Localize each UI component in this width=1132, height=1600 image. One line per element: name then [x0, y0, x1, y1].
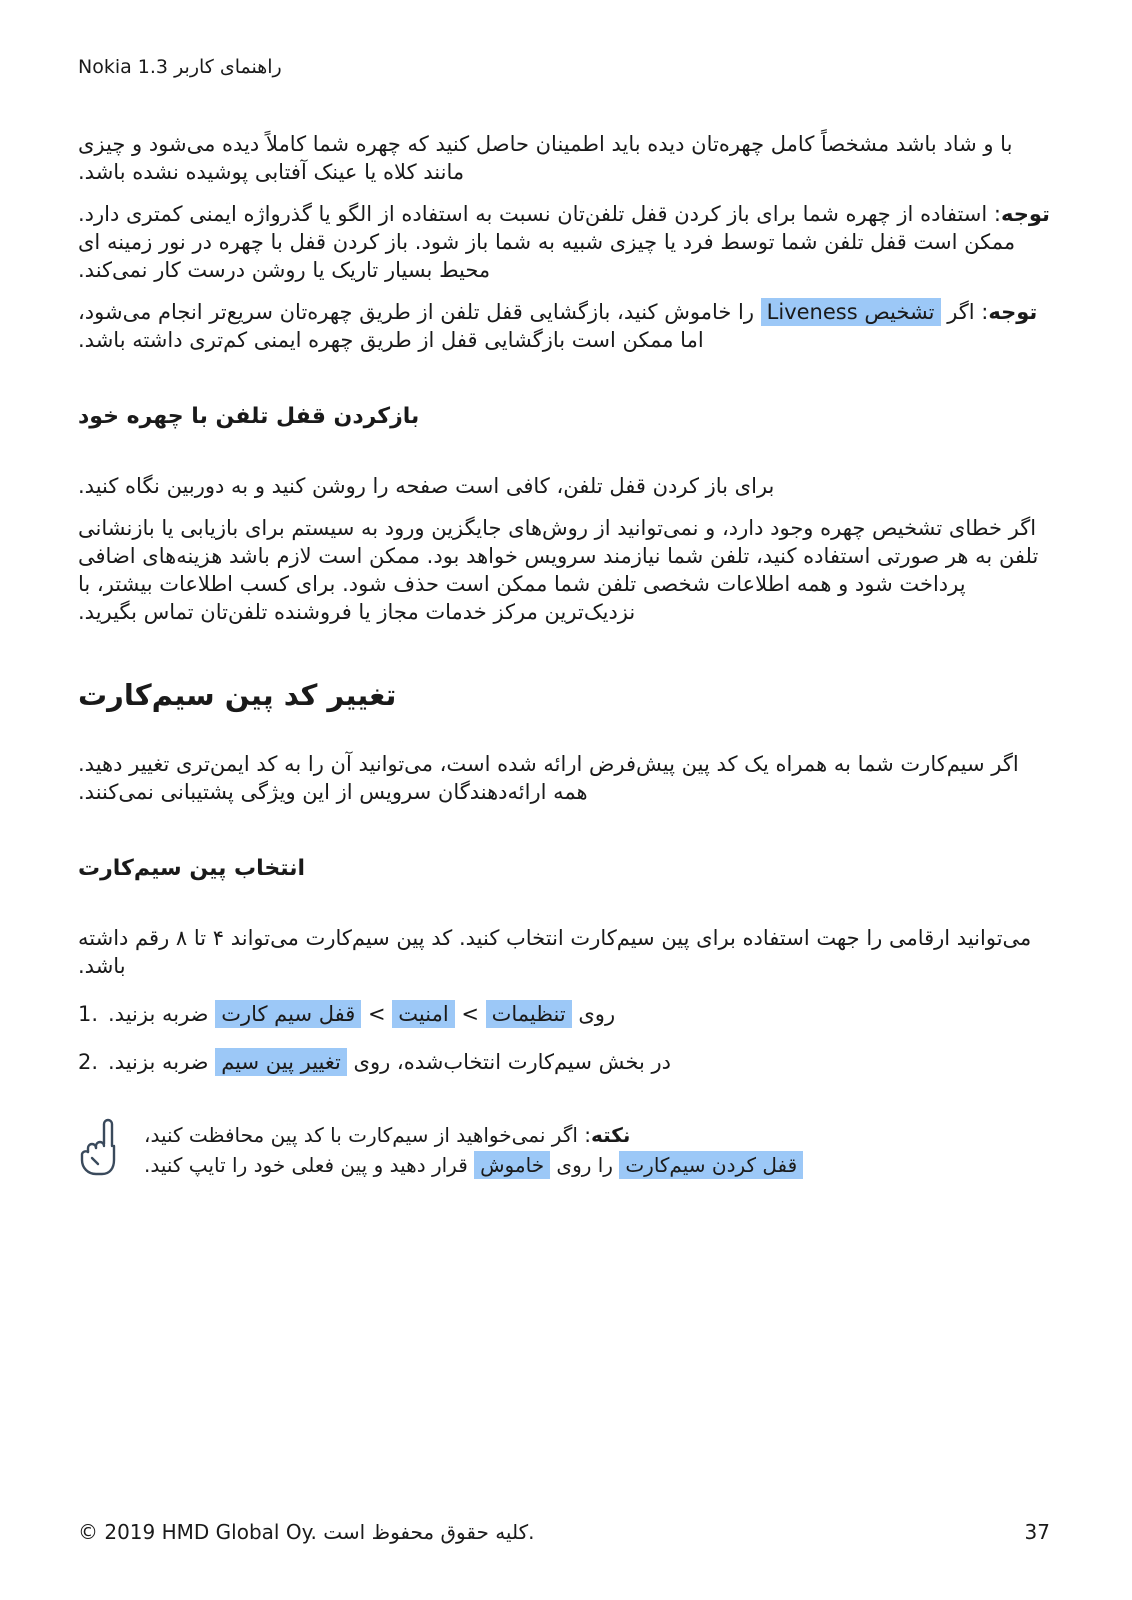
tip-label: نکته — [591, 1123, 631, 1147]
page-footer — [78, 1520, 1050, 1544]
steps-list — [78, 1000, 1050, 1076]
change-pin-paragraph: اگر سیم‌کارت شما به همراه یک کد پین پیش‌فرض ارائه شده است، می‌توانید آن را به کد ایمن‌تری تغییر دهید. همه ارائه‌دهندگان سرویس از این ویژگی پشتیبانی نمی‌کنند. — [78, 752, 1019, 804]
error-paragraph: اگر خطای تشخیص چهره وجود دارد، و نمی‌توانید از روش‌های جایگزین ورود به سیستم برای بازیابی یا بازنشانی تلفن به هر صورتی استفاده کنید، تلفن شما نیازمند سرویس خواهد بود. ممکن است لازم باشد هزینه‌های اضافی پرداخت شود و همه اطلاعات شخصی تلفن شما ممکن است حذف شود. برای کسب اطلاعات بیشتر، با نزدیک‌ترین مرکز خدمات مجاز یا فروشنده تلفن‌تان تماس بگیرید. — [78, 516, 1039, 624]
path-separator: > — [361, 1002, 393, 1026]
list-item — [78, 1000, 1050, 1028]
step-number: 2. — [78, 1050, 99, 1074]
step-text — [108, 1000, 615, 1028]
tip-line-1 — [144, 1120, 1024, 1150]
note-label: توجه — [1000, 202, 1050, 226]
step-text-after: ضربه بزنید. — [108, 1002, 216, 1026]
select-pin-paragraph: می‌توانید ارقامی را جهت استفاده برای پین سیم‌کارت انتخاب کنید. کد پین سیم‌کارت می‌تواند ۴ تا ۸ رقم داشته باشد. — [78, 926, 1032, 978]
step-text-after: ضربه بزنید. — [108, 1050, 216, 1074]
tip-line-text: : اگر نمی‌خواهید از سیم‌کارت با کد پین محافظت کنید، — [144, 1123, 591, 1147]
tip-box — [78, 1116, 1050, 1186]
section-heading-unlock-face: بازکردن قفل تلفن با چهره خود — [78, 404, 420, 429]
note-text-after: را خاموش کنید، بازگشایی قفل تلفن از طریق چهره‌تان سریع‌تر انجام می‌شود، اما ممکن است بازگشایی قفل از طریق چهره ایمنی کم‌تری داشته باشد. — [78, 300, 761, 352]
step-text-before: در بخش سیم‌کارت انتخاب‌شده، روی — [346, 1050, 671, 1074]
tip-line-2 — [144, 1150, 1024, 1180]
note-text: : استفاده از چهره شما برای باز کردن قفل تلفن‌تان نسبت به استفاده از الگو یا گذرواژه ایمنی کمتری دارد. ممکن است قفل تلفن شما توسط فرد یا چیزی شبیه به شما باز شود. باز کردن قفل با چهره در نور زمینه ای محیط بسیار تاریک یا روشن درست کار نمی‌کند. — [78, 202, 1016, 282]
section-heading-change-pin: تغییر کد پین سیم‌کارت — [78, 678, 397, 712]
page-header — [78, 56, 282, 78]
list-item — [78, 1048, 1050, 1076]
tip-mid-text: را روی — [550, 1153, 620, 1177]
step-number: 1. — [78, 1002, 99, 1026]
unlock-paragraph: برای باز کردن قفل تلفن، کافی است صفحه را روشن کنید و به دوربین نگاه کنید. — [78, 474, 775, 498]
hand-pointer-icon — [78, 1116, 122, 1176]
note-text-before: : اگر — [940, 300, 989, 324]
document-body — [78, 130, 1050, 1186]
intro-paragraph: با و شاد باشد مشخصاً کامل چهره‌تان دیده باید اطمینان حاصل کنید که چهره شما کاملاً دیده می‌شود و چیزی مانند کلاه یا عینک آفتابی پوشیده نشده باشد. — [78, 132, 1013, 184]
step-text-before: روی — [571, 1002, 616, 1026]
sim-lock-setting-link[interactable]: قفل کردن سیم‌کارت — [619, 1151, 803, 1179]
security-menu-link[interactable]: امنیت — [392, 1000, 454, 1028]
sim-lock-menu-link[interactable]: قفل سیم کارت — [215, 1000, 361, 1028]
step-text — [108, 1048, 671, 1076]
tip-text — [144, 1120, 1024, 1180]
copyright-text: © 2019 HMD Global Oy. کلیه حقوق محفوظ است. — [78, 1520, 535, 1544]
path-separator: > — [454, 1002, 486, 1026]
liveness-setting-link[interactable]: تشخیص Liveness — [761, 298, 941, 326]
change-sim-pin-link[interactable]: تغییر پین سیم — [215, 1048, 347, 1076]
section-heading-select-pin: انتخاب پین سیم‌کارت — [78, 856, 306, 881]
note-face-security — [78, 200, 1050, 284]
page-number: 37 — [1024, 1520, 1050, 1544]
note-liveness — [78, 298, 1050, 354]
settings-menu-link[interactable]: تنظیمات — [486, 1000, 572, 1028]
header-title: Nokia 1.3 راهنمای کاربر — [78, 56, 282, 78]
tip-after-text: قرار دهید و پین فعلی خود را تایپ کنید. — [144, 1153, 475, 1177]
off-option-link[interactable]: خاموش — [474, 1151, 550, 1179]
note-label: توجه — [988, 300, 1038, 324]
